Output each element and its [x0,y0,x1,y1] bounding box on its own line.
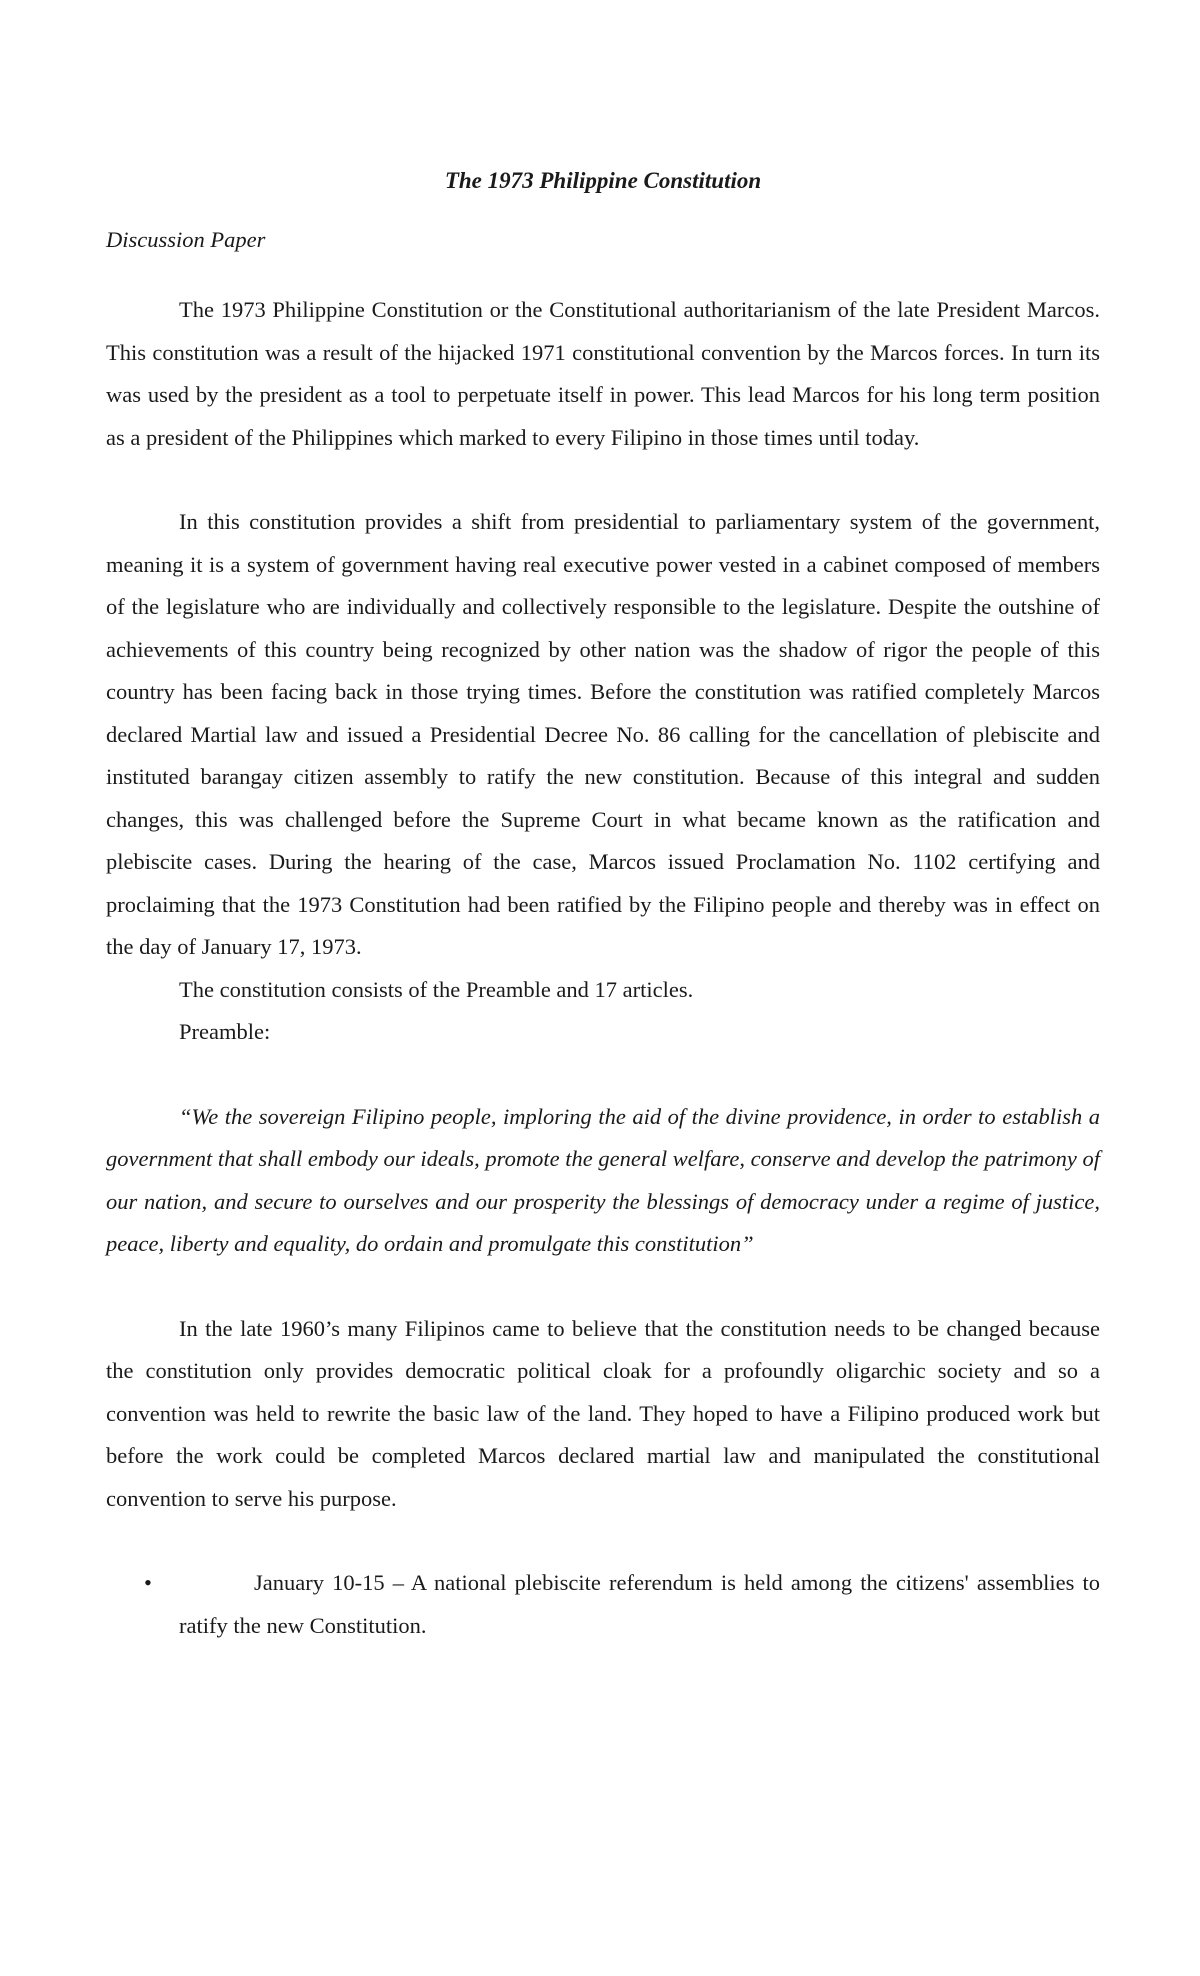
articles-line: The constitution consists of the Preamble and 17 articles. [179,976,694,1002]
preamble-quote: “We the sovereign Filipino people, imploring the aid of the divine providence, in order to establish a government that shall embody our ideals, promote the general welfare, conserve and develop the patrimony of our nation, and secure to ourselves and our prosperity the blessings of democracy under a regime of justice, peace, liberty and equality, do ordain and promulgate this constitution” [106,1103,1100,1256]
document-subtitle: Discussion Paper [106,227,266,252]
document-title: The 1973 Philippine Constitution [444,168,762,193]
paragraph-late-1960s: In the late 1960’s many Filipinos came to believe that the constitution needs to be changed because the constitution only provides democratic political cloak for a profoundly oligarchic society and so a convention was held to rewrite the basic law of the land. They hoped to have a Filipino produced work but before the work could be completed Marcos declared martial law and manipulated the constitutional convention to serve his purpose. [106,1315,1100,1511]
preamble-label: Preamble: [179,1019,271,1044]
paragraph-intro: The 1973 Philippine Constitution or the Constitutional authoritarianism of the late President Marcos. This constitution was a result of the hijacked 1971 constitutional convention by the Marcos forces. In turn its was used by the president as a tool to perpetuate itself in power. This lead Marcos for his long term position as a president of the Philippines which marked to every Filipino in those times until today. [106,297,1100,450]
timeline-list [106,1562,1100,1647]
list-item-text: January 10-15 – A national plebiscite referendum is held among the citizens' assemblies to ratify the new Constitution. [179,1570,1100,1638]
paragraph-parliamentary-system: In this constitution provides a shift from presidential to parliamentary system of the government, meaning it is a system of government having real executive power vested in a cabinet composed of members of the legislature who are individually and collectively responsible to the legislature. Despite the outshine of achievements of this country being recognized by other nation was the shadow of rigor the people of this country has been facing back in those trying times. Before the constitution was ratified completely Marcos declared Martial law and issued a Presidential Decree No. 86 calling for the cancellation of plebiscite and instituted barangay citizen assembly to ratify the new constitution. Because of this integral and sudden changes, this was challenged before the Supreme Court in what became known as the ratification and plebiscite cases. During the hearing of the case, Marcos issued Proclamation No. 1102 certifying and proclaiming that the 1973 Constitution had been ratified by the Filipino people and thereby was in effect on the day of January 17, 1973. [106,509,1100,959]
bullet-icon: • [144,1570,152,1595]
document-body [106,160,1100,1647]
list-item [106,1562,1100,1647]
